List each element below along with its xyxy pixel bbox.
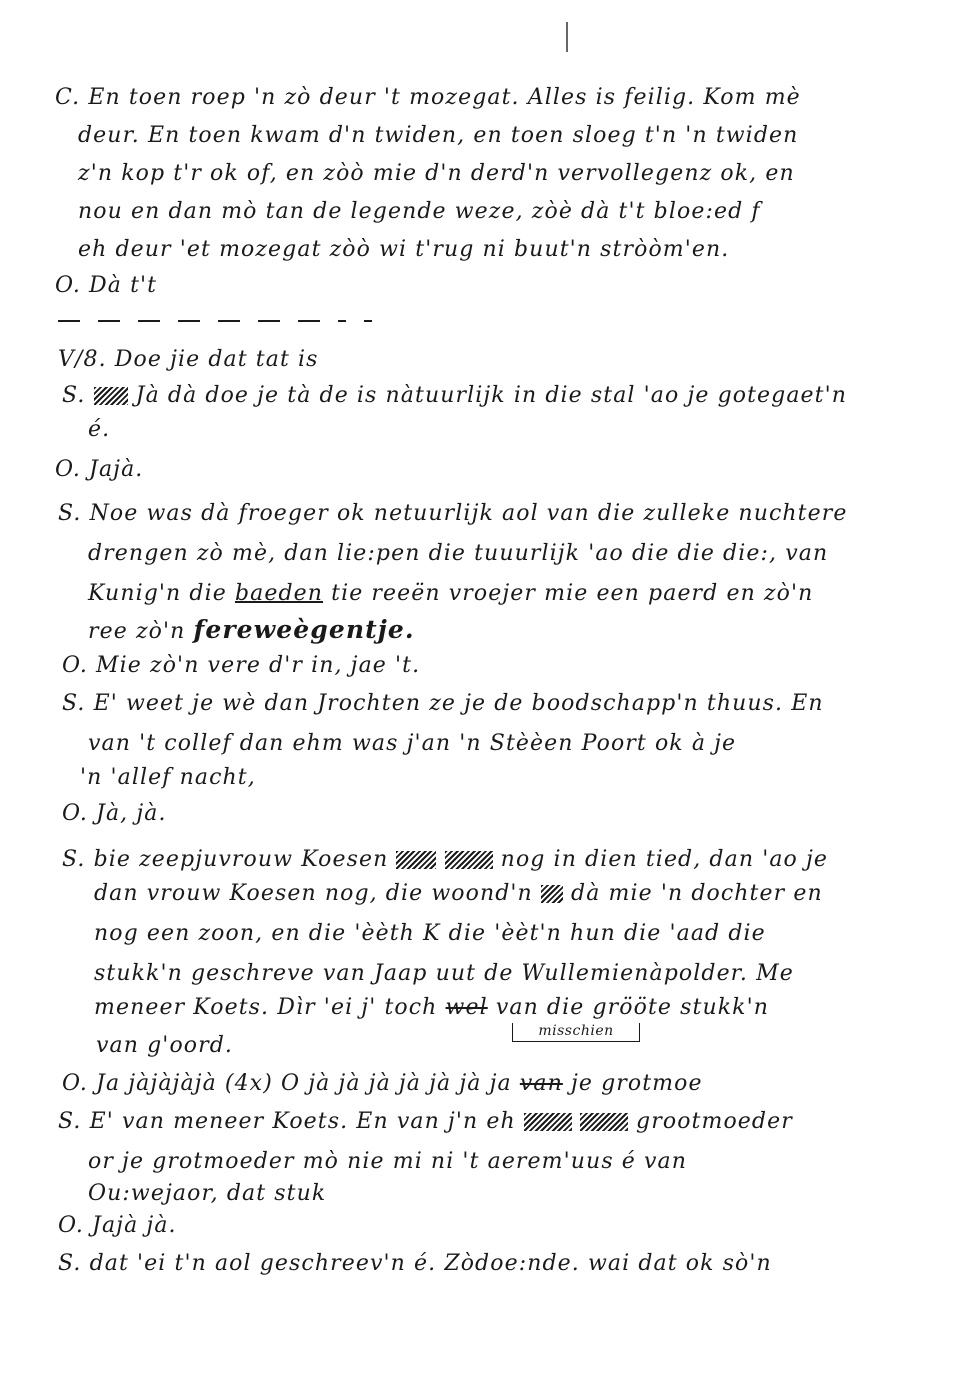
text-line-16: S. E' weet je wè dan Jrochten ze je de boodschapp'n thuus. En [62,691,824,716]
line-text: tie reeën vroejer mie een paerd en zò'n [331,581,814,606]
text-line-12: drengen zò mè, dan lie:pen die tuuurlijk 'ao die die die:, van [88,541,829,566]
text-line-29: Ou:wejaor, dat stuk [88,1181,327,1206]
text-line-2: deur. En toen kwam d'n twiden, en toen sloeg t'n 'n twiden [78,123,799,148]
crossed-out-word [94,387,128,405]
text-line-23: stukk'n geschreve van Jaap uut de Wullemienàpolder. Me [94,961,794,986]
line-text: nog in dien tied, dan 'ao je [500,847,829,872]
text-line-27 [58,1108,793,1136]
text-line-4: nou en dan mò tan de legende weze, zòè dà t't bloe:ed f [78,199,761,224]
dash [364,320,372,322]
text-line-8 [62,382,847,410]
line-text: dan vrouw Koesen nog, die woond'n [94,881,533,906]
dash [138,320,160,322]
crossed-out-word [580,1113,628,1131]
text-line-25: van g'oord. [96,1033,234,1058]
text-line-6: O. Dà t't [55,273,158,298]
text-line-1: C. En toen roep 'n zò deur 't mozegat. Alles is feilig. Kom mè [55,85,801,110]
emphasized-word: fereweègentje. [193,615,415,644]
line-text: S. bie zeepjuvrouw Koesen [62,847,389,872]
struck-word: wel [445,995,488,1020]
line-text: je grotmoe [570,1071,703,1096]
text-line-9: é. [88,417,111,442]
text-line-21 [94,880,823,908]
dash [258,320,280,322]
speaker-label: S. [62,383,86,408]
text-line-20 [62,846,828,874]
text-line-10: O. Jajà. [55,457,144,482]
crossed-out-word [396,851,436,869]
crossed-out-word [445,851,493,869]
dash [218,320,240,322]
underlined-word: baeden [234,581,324,606]
dash [58,320,80,322]
text-line-7: V/8. Doe jie dat tat is [58,347,319,372]
line-text: nog een zoon, en die 'èèth [94,921,415,946]
text-line-13 [88,580,813,608]
dash [98,320,120,322]
dash [338,320,346,322]
crossed-out-word [524,1113,572,1131]
text-line-28: or je grotmoeder mò nie mi ni 't aerem'uus é van [88,1149,688,1174]
line-text: meneer Koets. Dìr 'ei j' toch [94,995,438,1020]
inserted-note: misschien [512,1023,640,1042]
separator-dashes [58,320,372,322]
line-text: S. E' van meneer Koets. En van j'n eh [58,1109,516,1134]
text-line-30: O. Jajà jà. [58,1213,177,1238]
crossed-out-word [541,885,563,903]
text-line-18: 'n 'allef nacht, [80,765,256,790]
line-text: O. Ja jàjàjàjà (4x) O jà jà jà jà jà jà ja [62,1071,512,1096]
text-line-3: z'n kop t'r ok of, en zòò mie d'n derd'n vervollegenz ok, en [78,161,795,186]
dash [298,320,320,322]
struck-word: van [519,1071,563,1096]
text-line-11: S. Noe was dà froeger ok netuurlijk aol van die zulleke nuchtere [58,501,848,526]
line-text: Jà dà doe je tà de is nàtuurlijk in die stal 'ao je gotegaet'n [135,383,848,408]
line-text: K die 'èèt'n hun die 'aad die [423,921,766,946]
page-mark [566,22,568,52]
line-text: dà mie 'n dochter en [571,881,823,906]
line-text: Kunig'n die [88,581,227,606]
text-line-22 [94,920,766,948]
text-line-19: O. Jà, jà. [62,801,167,826]
line-text: grootmoeder [636,1109,793,1134]
text-line-14 [88,616,415,646]
line-text: ree zò'n [88,619,186,644]
text-line-31: S. dat 'ei t'n aol geschreev'n é. Zòdoe:nde. wai dat ok sò'n [58,1251,772,1276]
text-line-15: O. Mie zò'n vere d'r in, jae 't. [62,653,421,678]
text-line-26 [62,1070,703,1098]
text-line-24 [94,994,769,1022]
line-text: van die grööte stukk'n [495,995,769,1020]
text-line-17: van 't collef dan ehm was j'an 'n Stèèen Poort ok à je [88,731,737,756]
text-line-5: eh deur 'et mozegat zòò wi t'rug ni buut'n stròòm'en. [78,237,730,262]
dash [178,320,200,322]
